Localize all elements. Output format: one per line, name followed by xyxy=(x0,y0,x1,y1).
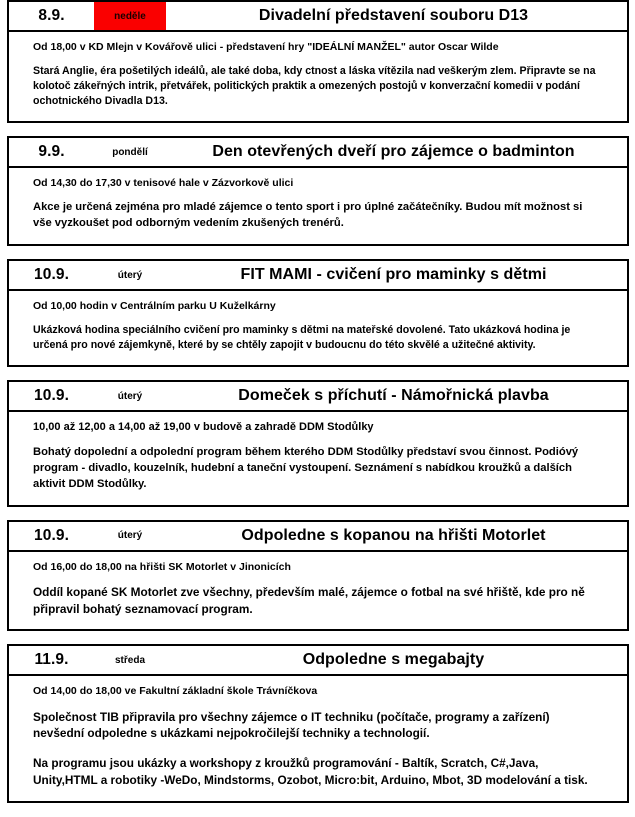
event-description: Bohatý dopolední a odpolední program během kterého DDM Stodůlky představí svou činnost. Podióvý program - divadlo, kouzelník, hudební a taneční vystoupení. Seznámení s nabídkou kroužků a dalších aktivit DDM Stodůlky. xyxy=(33,446,579,490)
event-when: Od 14,00 do 18,00 ve Fakultní základní škole Trávníčkova xyxy=(33,685,318,698)
event-header xyxy=(9,646,627,676)
event-body xyxy=(9,676,627,800)
event-block xyxy=(7,136,629,246)
event-block xyxy=(7,380,629,506)
event-header xyxy=(9,382,627,412)
event-date: 11.9. xyxy=(34,651,69,669)
event-description: Stará Anglie, éra pošetilých ideálů, ale také doba, kdy ctnost a láska vítězila nad veškerým zlem. Připravte se na kolotoč zákeřných intrik, přetvářek, politických praktik a omezených postojů v konverzační komedii v podání ochotnického Divadla D13. xyxy=(33,65,596,108)
event-date: 8.9. xyxy=(38,7,65,24)
event-body xyxy=(9,32,627,121)
event-date: 10.9. xyxy=(34,526,69,544)
event-title: Odpoledne s megabajty xyxy=(302,651,485,669)
event-description: Společnost TIB připravila pro všechny zájemce o IT techniku (počítače, programy a zařízení) nevšední odpoledne s ukázkami nejpokročilejší techniky a technologií. xyxy=(33,709,550,741)
event-title: FIT MAMI - cvičení pro maminky s dětmi xyxy=(240,266,547,284)
event-date: 10.9. xyxy=(34,387,69,405)
event-day: úterý xyxy=(117,390,143,402)
event-body xyxy=(9,168,627,244)
event-block xyxy=(7,0,629,123)
event-when: Od 10,00 hodin v Centrálním parku U Kuželkárny xyxy=(33,300,276,313)
event-header xyxy=(9,261,627,291)
event-header xyxy=(9,522,627,552)
event-when: Od 16,00 do 18,00 na hřišti SK Motorlet v Jinonicích xyxy=(33,560,291,573)
event-day: úterý xyxy=(117,530,143,542)
event-date: 9.9. xyxy=(38,143,65,161)
event-block xyxy=(7,259,629,367)
event-date: 10.9. xyxy=(34,266,69,284)
event-body xyxy=(9,552,627,630)
event-body xyxy=(9,291,627,365)
event-header xyxy=(9,2,627,32)
event-description: Oddíl kopané SK Motorlet zve všechny, především malé, zájemce o fotbal na své hřiště, kde pro ně připravil bohatý seznamovací program. xyxy=(33,584,585,616)
event-day: úterý xyxy=(117,269,143,281)
event-description: Akce je určená zejména pro mladé zájemce o tento sport i pro úplné začátečníky. Budou mít možnost si vše vyzkoušet pod odborným vedením zkušených trenérů. xyxy=(33,201,583,230)
event-when: Od 14,30 do 17,30 v tenisové hale v Zázvorkově ulici xyxy=(33,177,294,190)
event-title: Divadelní představení souboru D13 xyxy=(258,7,529,24)
event-header xyxy=(9,138,627,168)
event-description-secondary: Na programu jsou ukázky a workshopy z kroužků programování - Baltík, Scratch, C#,Java, Unity,HTML a robotiky -WeDo, Mindstorms, Ozobot, Micro:bit, Arduino, Mbot, 3D modelování a tisk. xyxy=(33,756,588,787)
event-title: Odpoledne s kopanou na hřišti Motorlet xyxy=(241,526,546,544)
event-title: Den otevřených dveří pro zájemce o badminton xyxy=(212,143,575,161)
event-day: pondělí xyxy=(112,146,148,158)
event-description: Ukázková hodina speciálního cvičení pro maminky s dětmi na mateřské dovolené. Tato ukázková hodina je určená pro nové zájemkyně, které by se chtěly zapojit v budoucnu do této skvělé a užitečné aktivity. xyxy=(33,324,571,352)
event-block xyxy=(7,520,629,632)
event-block xyxy=(7,644,629,802)
event-when: Od 18,00 v KD Mlejn v Kovářově ulici - představení hry "IDEÁLNÍ MANŽEL" autor Oscar Wilde xyxy=(33,41,499,53)
event-day: neděle xyxy=(94,2,166,30)
event-title: Domeček s příchutí - Námořnická plavba xyxy=(238,387,549,405)
event-when: 10,00 až 12,00 a 14,00 až 19,00 v budově a zahradě DDM Stodůlky xyxy=(33,421,374,434)
event-list xyxy=(7,0,629,816)
event-day: středa xyxy=(114,654,145,666)
event-body xyxy=(9,412,627,504)
